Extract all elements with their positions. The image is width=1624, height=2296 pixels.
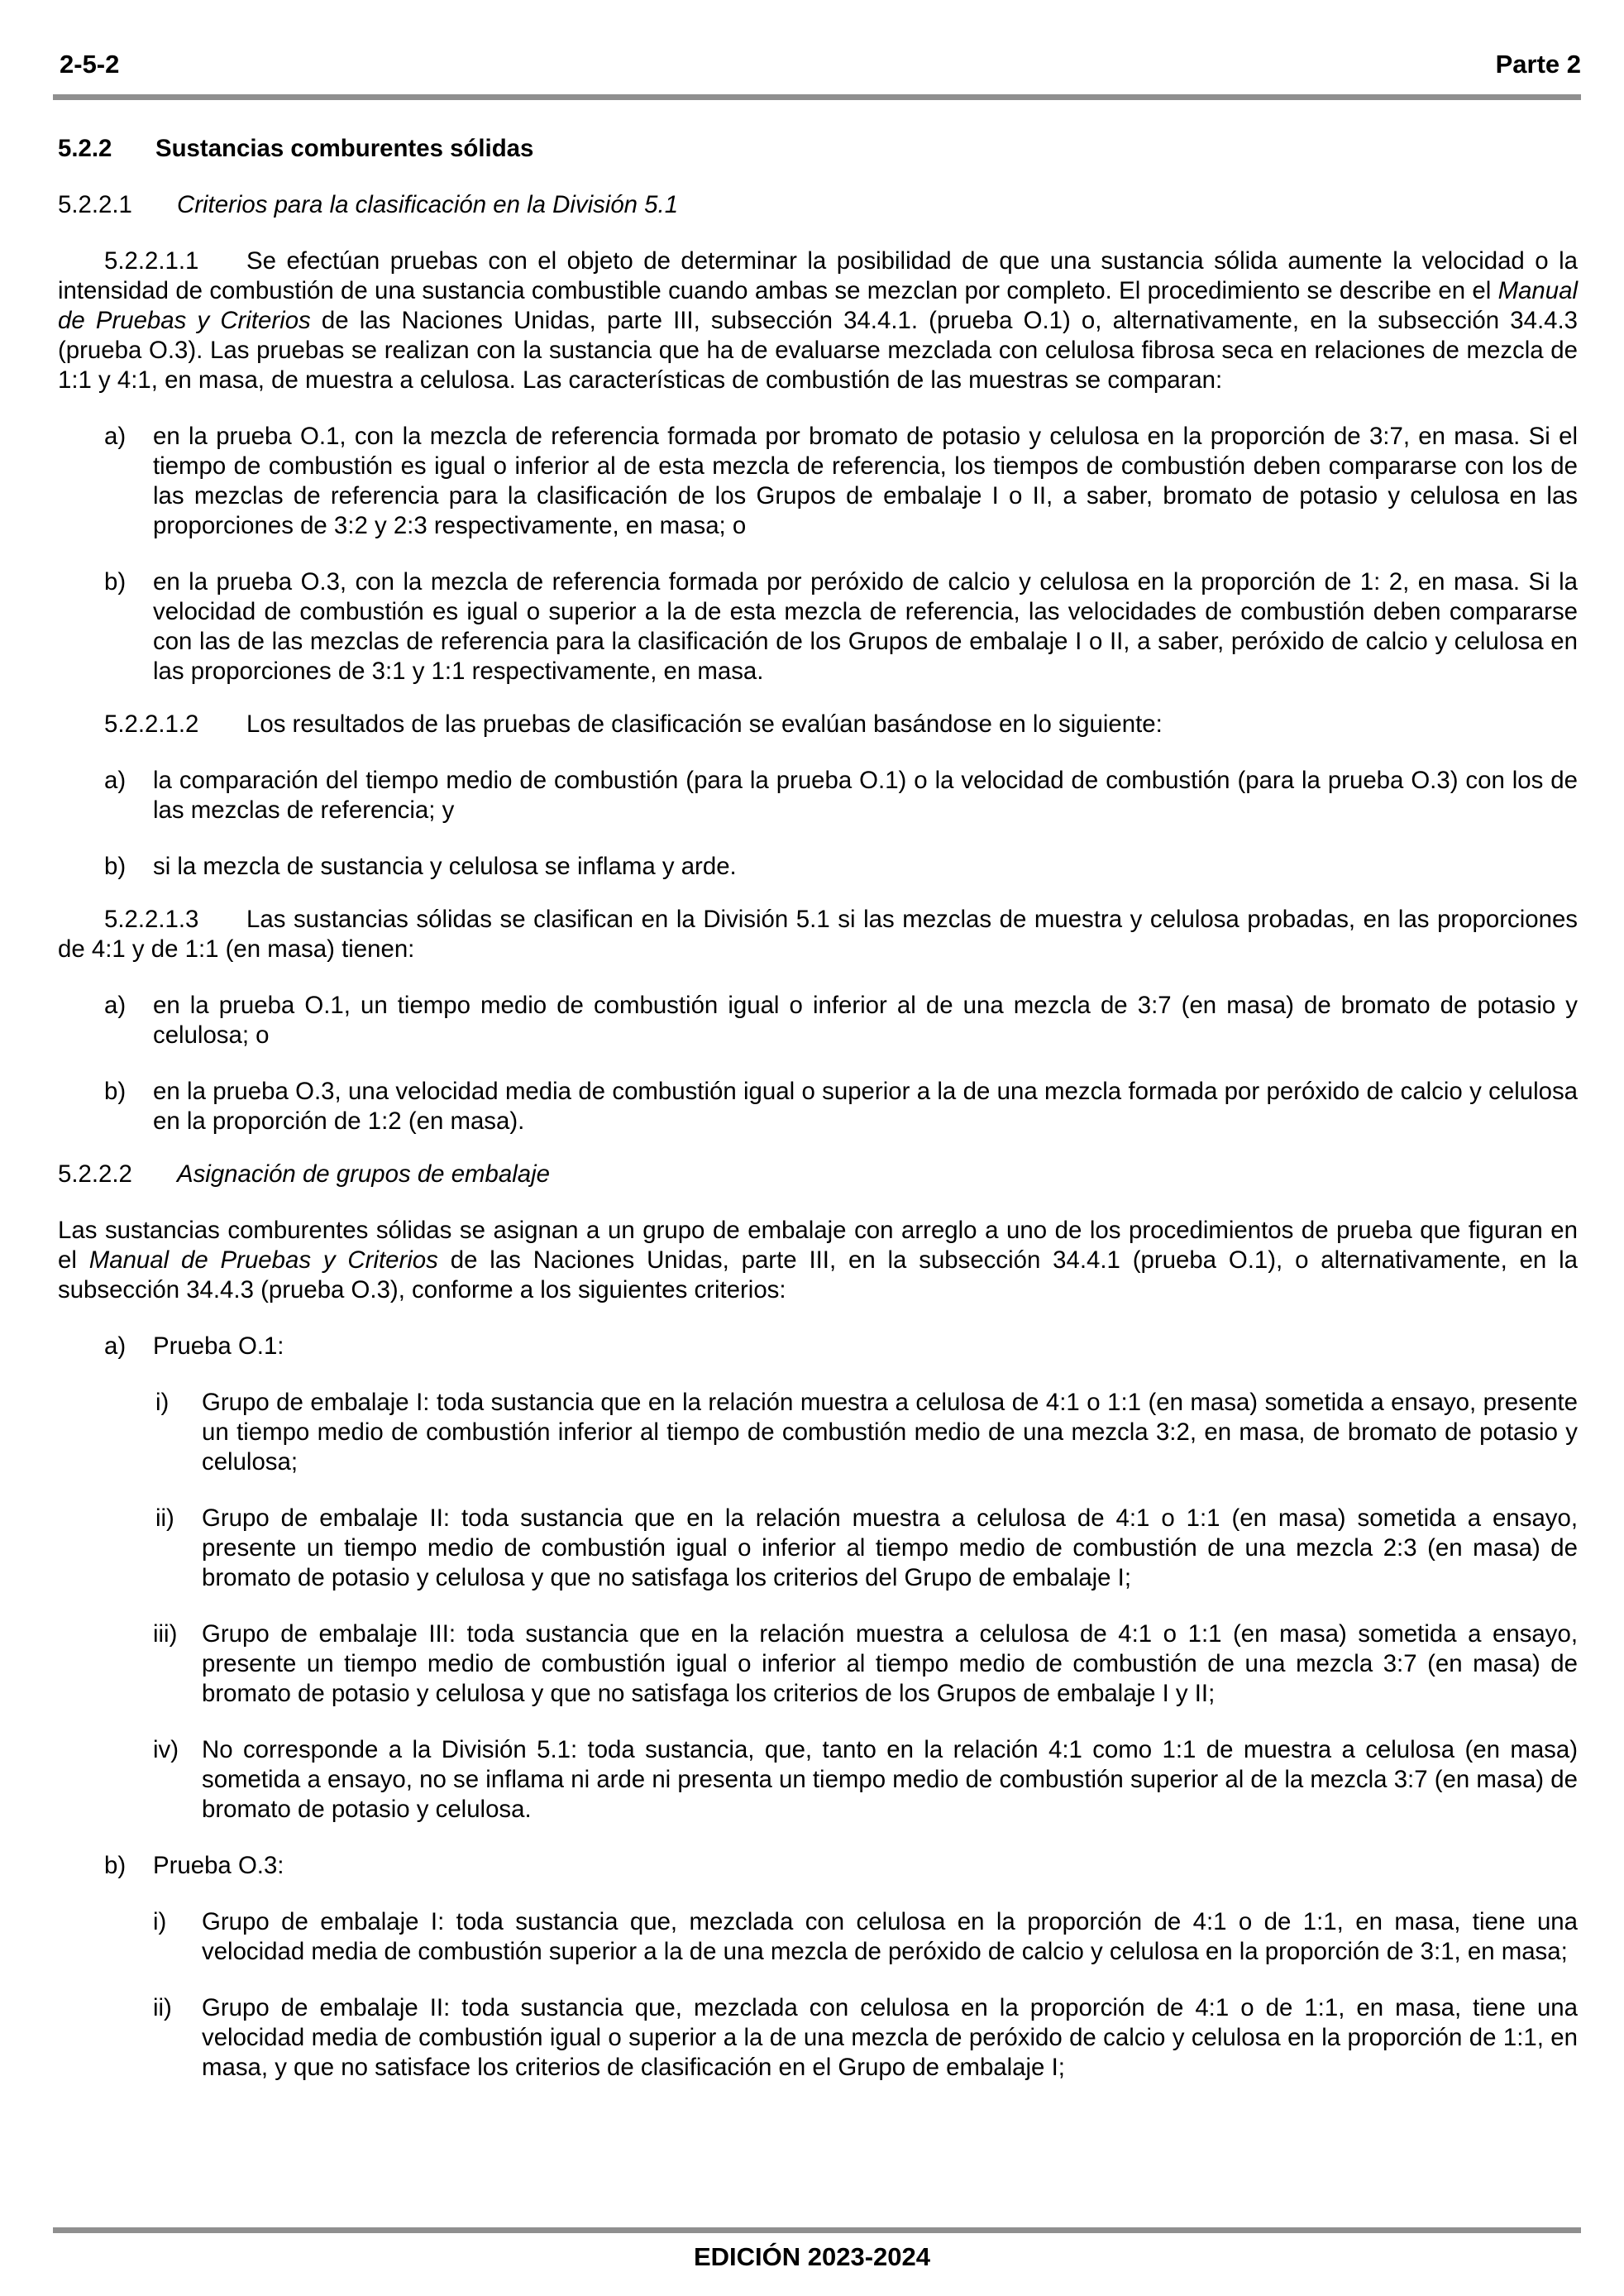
subsection-heading-packing-groups — [58, 1160, 1578, 1189]
paragraph-5-2-2-1-2 — [58, 710, 1578, 739]
item-text: Grupo de embalaje II: toda sustancia que en la relación muestra a celulosa de 4:1 o 1:1 (en masa) sometida a ensayo, presente un tiempo medio de combustión igual o inferior al tiempo medio de combustión de una mezcla 2:3 (en masa) de bromato de potasio y celulosa y que no satisfaga los criterios del Grupo de embalaje I; — [202, 1504, 1578, 1591]
item-text: Grupo de embalaje II: toda sustancia que, mezclada con celulosa en la proporción de 4:1 o de 1:1, en masa, tiene una velocidad media de combustión igual o superior a la de una mezcla de peróxido de calcio y celulosa en la proporción de 1:1, en masa, y que no satisface los criterios de clasificación en el Grupo de embalaje I; — [202, 1994, 1578, 2081]
item-text: Grupo de embalaje I: toda sustancia que en la relación muestra a celulosa de 4:1 o 1:1 (en masa) sometida a ensayo, presente un tiempo medio de combustión inferior al tiempo de combustión medio de una mezcla 3:2, en masa, de bromato de potasio y celulosa; — [202, 1389, 1578, 1476]
list-item — [58, 1077, 1578, 1136]
item-text: No corresponde a la División 5.1: toda sustancia, que, tanto en la relación 4:1 como 1:1 de muestra a celulosa (en masa) sometida a ensayo, no se inflama ni arde ni presenta un tiempo medio de combustión superior al de la mezcla 3:7 (en masa) de bromato de potasio y celulosa. — [202, 1736, 1578, 1823]
item-label: b) — [104, 853, 127, 880]
test-o1-heading — [58, 1332, 1578, 1361]
paragraph-text: Los resultados de las pruebas de clasificación se evalúan basándose en lo siguiente: — [246, 710, 1163, 738]
item-label: a) — [104, 767, 127, 794]
list-item — [58, 1735, 1578, 1825]
item-label: b) — [104, 568, 127, 596]
section-number: 5.2.2 — [58, 135, 112, 162]
paragraph-5-2-2-1-1 — [58, 246, 1578, 395]
list-item — [58, 1619, 1578, 1709]
item-text: en la prueba O.3, una velocidad media de combustión igual o superior a la de una mezcla formada por peróxido de calcio y celulosa en la proporción de 1:2 (en masa). — [153, 1078, 1578, 1135]
item-label: ii) — [155, 1504, 174, 1532]
list-item — [58, 1907, 1578, 1967]
page-header — [60, 50, 1581, 83]
item-label: iv) — [153, 1736, 179, 1763]
test-o3-heading — [58, 1851, 1578, 1881]
list-item — [58, 991, 1578, 1050]
item-label: a) — [104, 423, 127, 450]
item-text: en la prueba O.3, con la mezcla de referencia formada por peróxido de calcio y celulosa en la proporción de 1: 2, en masa. Si la velocidad de combustión es igual o superior a la de esta mezcla de referencia, las velocidades de combustión deben compararse con las de las mezclas de referencia para la clasificación de los Grupos de embalaje I o II, a saber, peróxido de calcio y celulosa en las proporciones de 3:1 y 1:1 respectivamente, en masa. — [153, 568, 1578, 685]
item-text: la comparación del tiempo medio de combustión (para la prueba O.1) o la velocidad de combustión (para la prueba O.3) con los de las mezclas de referencia; y — [153, 767, 1578, 824]
subsection-title: Criterios para la clasificación en la División 5.1 — [177, 191, 679, 218]
subsection-title: Asignación de grupos de embalaje — [177, 1160, 550, 1188]
page-body — [58, 134, 1578, 2083]
item-label: a) — [104, 992, 127, 1019]
item-label: b) — [104, 1852, 127, 1879]
manual-title: Manual de Pruebas y Criterios — [58, 277, 1578, 334]
footer-rule — [53, 2227, 1581, 2233]
item-label: b) — [104, 1078, 127, 1105]
item-label: ii) — [153, 1994, 172, 2021]
header-rule — [53, 94, 1581, 100]
paragraph-5-2-2-1-3 — [58, 905, 1578, 964]
item-label: i) — [153, 1908, 167, 1935]
item-text: Grupo de embalaje III: toda sustancia que en la relación muestra a celulosa de 4:1 o 1:1 (en masa) sometida a ensayo, presente un tiempo medio de combustión igual o inferior al tiempo medio de combustión de una mezcla 3:7 (en masa) de bromato de potasio y celulosa y que no satisfaga los criterios de los Grupos de embalaje I y II; — [202, 1620, 1578, 1707]
subsection-number: 5.2.2.2 — [58, 1160, 132, 1188]
item-text: en la prueba O.1, un tiempo medio de combustión igual o inferior al de una mezcla de 3:7 (en masa) de bromato de potasio y celulosa; o — [153, 992, 1578, 1049]
item-label: a) — [104, 1332, 127, 1360]
paragraph-number: 5.2.2.1.1 — [104, 247, 199, 275]
subsection-number: 5.2.2.1 — [58, 191, 132, 218]
part-label: Parte 2 — [1495, 50, 1581, 79]
section-title: Sustancias comburentes sólidas — [155, 135, 534, 162]
paragraph-text: Las sustancias sólidas se clasifican en la División 5.1 si las mezclas de muestra y celulosa probadas, en las proporciones de 4:1 y de 1:1 (en masa) tienen: — [58, 906, 1578, 963]
paragraph-text-part-2: de las Naciones Unidas, parte III, en la subsección 34.4.1 (prueba O.1), o alternativamente, en la subsección 34.4.3 (prueba O.3), conforme a los siguientes criterios: — [58, 1246, 1579, 1303]
item-text: Grupo de embalaje I: toda sustancia que, mezclada con celulosa en la proporción de 4:1 o de 1:1, en masa, tiene una velocidad media de combustión superior a la de una mezcla de peróxido de calcio y celulosa en la proporción de 3:1, en masa; — [202, 1908, 1578, 1965]
item-text: Prueba O.3: — [153, 1852, 284, 1879]
item-text: en la prueba O.1, con la mezcla de referencia formada por bromato de potasio y celulosa en la proporción de 3:7, en masa. Si el tiempo de combustión es igual o inferior al de esta mezcla de referencia, los tiempos de combustión deben compararse con los de las mezclas de referencia para la clasificación de los Grupos de embalaje I o II, a saber, bromato de potasio y celulosa en las proporciones de 3:2 y 2:3 respectivamente, en masa; o — [153, 423, 1578, 539]
list-item — [58, 422, 1578, 541]
item-label: i) — [155, 1389, 170, 1416]
paragraph-number: 5.2.2.1.2 — [104, 710, 199, 738]
paragraph-text-part-1: Se efectúan pruebas con el objeto de determinar la posibilidad de que una sustancia sólida aumente la velocidad o la intensidad de combustión de una sustancia combustible cuando ambas se mezclan por completo. El procedimiento se describe en el — [58, 247, 1578, 304]
item-label: iii) — [153, 1620, 178, 1648]
list-item — [58, 1388, 1578, 1477]
list-item — [58, 1504, 1578, 1593]
edition-footer: EDICIÓN 2023-2024 — [693, 2242, 931, 2271]
paragraph-packing-groups — [58, 1216, 1578, 1305]
list-item — [58, 766, 1578, 825]
list-item — [58, 1993, 1578, 2083]
page-number: 2-5-2 — [60, 50, 120, 79]
item-text: Prueba O.1: — [153, 1332, 284, 1360]
subsection-heading-criteria — [58, 190, 1578, 220]
section-heading — [58, 134, 1578, 164]
paragraph-text-part-1: Las sustancias comburentes sólidas se asignan a un grupo de embalaje con arreglo a uno de los procedimientos de prueba que figuran en el — [58, 1217, 1578, 1274]
item-text: si la mezcla de sustancia y celulosa se inflama y arde. — [153, 853, 737, 880]
list-item — [58, 852, 1578, 882]
manual-title: Manual de Pruebas y Criterios — [88, 1246, 438, 1274]
paragraph-number: 5.2.2.1.3 — [104, 906, 199, 933]
list-item — [58, 567, 1578, 686]
paragraph-text-part-2: de las Naciones Unidas, parte III, subsección 34.4.1. (prueba O.1) o, alternativamente, en la subsección 34.4.3 (prueba O.3). Las pruebas se realizan con la sustancia que ha de evaluarse mezclada con celulosa fibrosa seca en relaciones de mezcla de 1:1 y 4:1, en masa, de muestra a celulosa. Las características de combustión de las muestras se comparan: — [58, 307, 1578, 394]
